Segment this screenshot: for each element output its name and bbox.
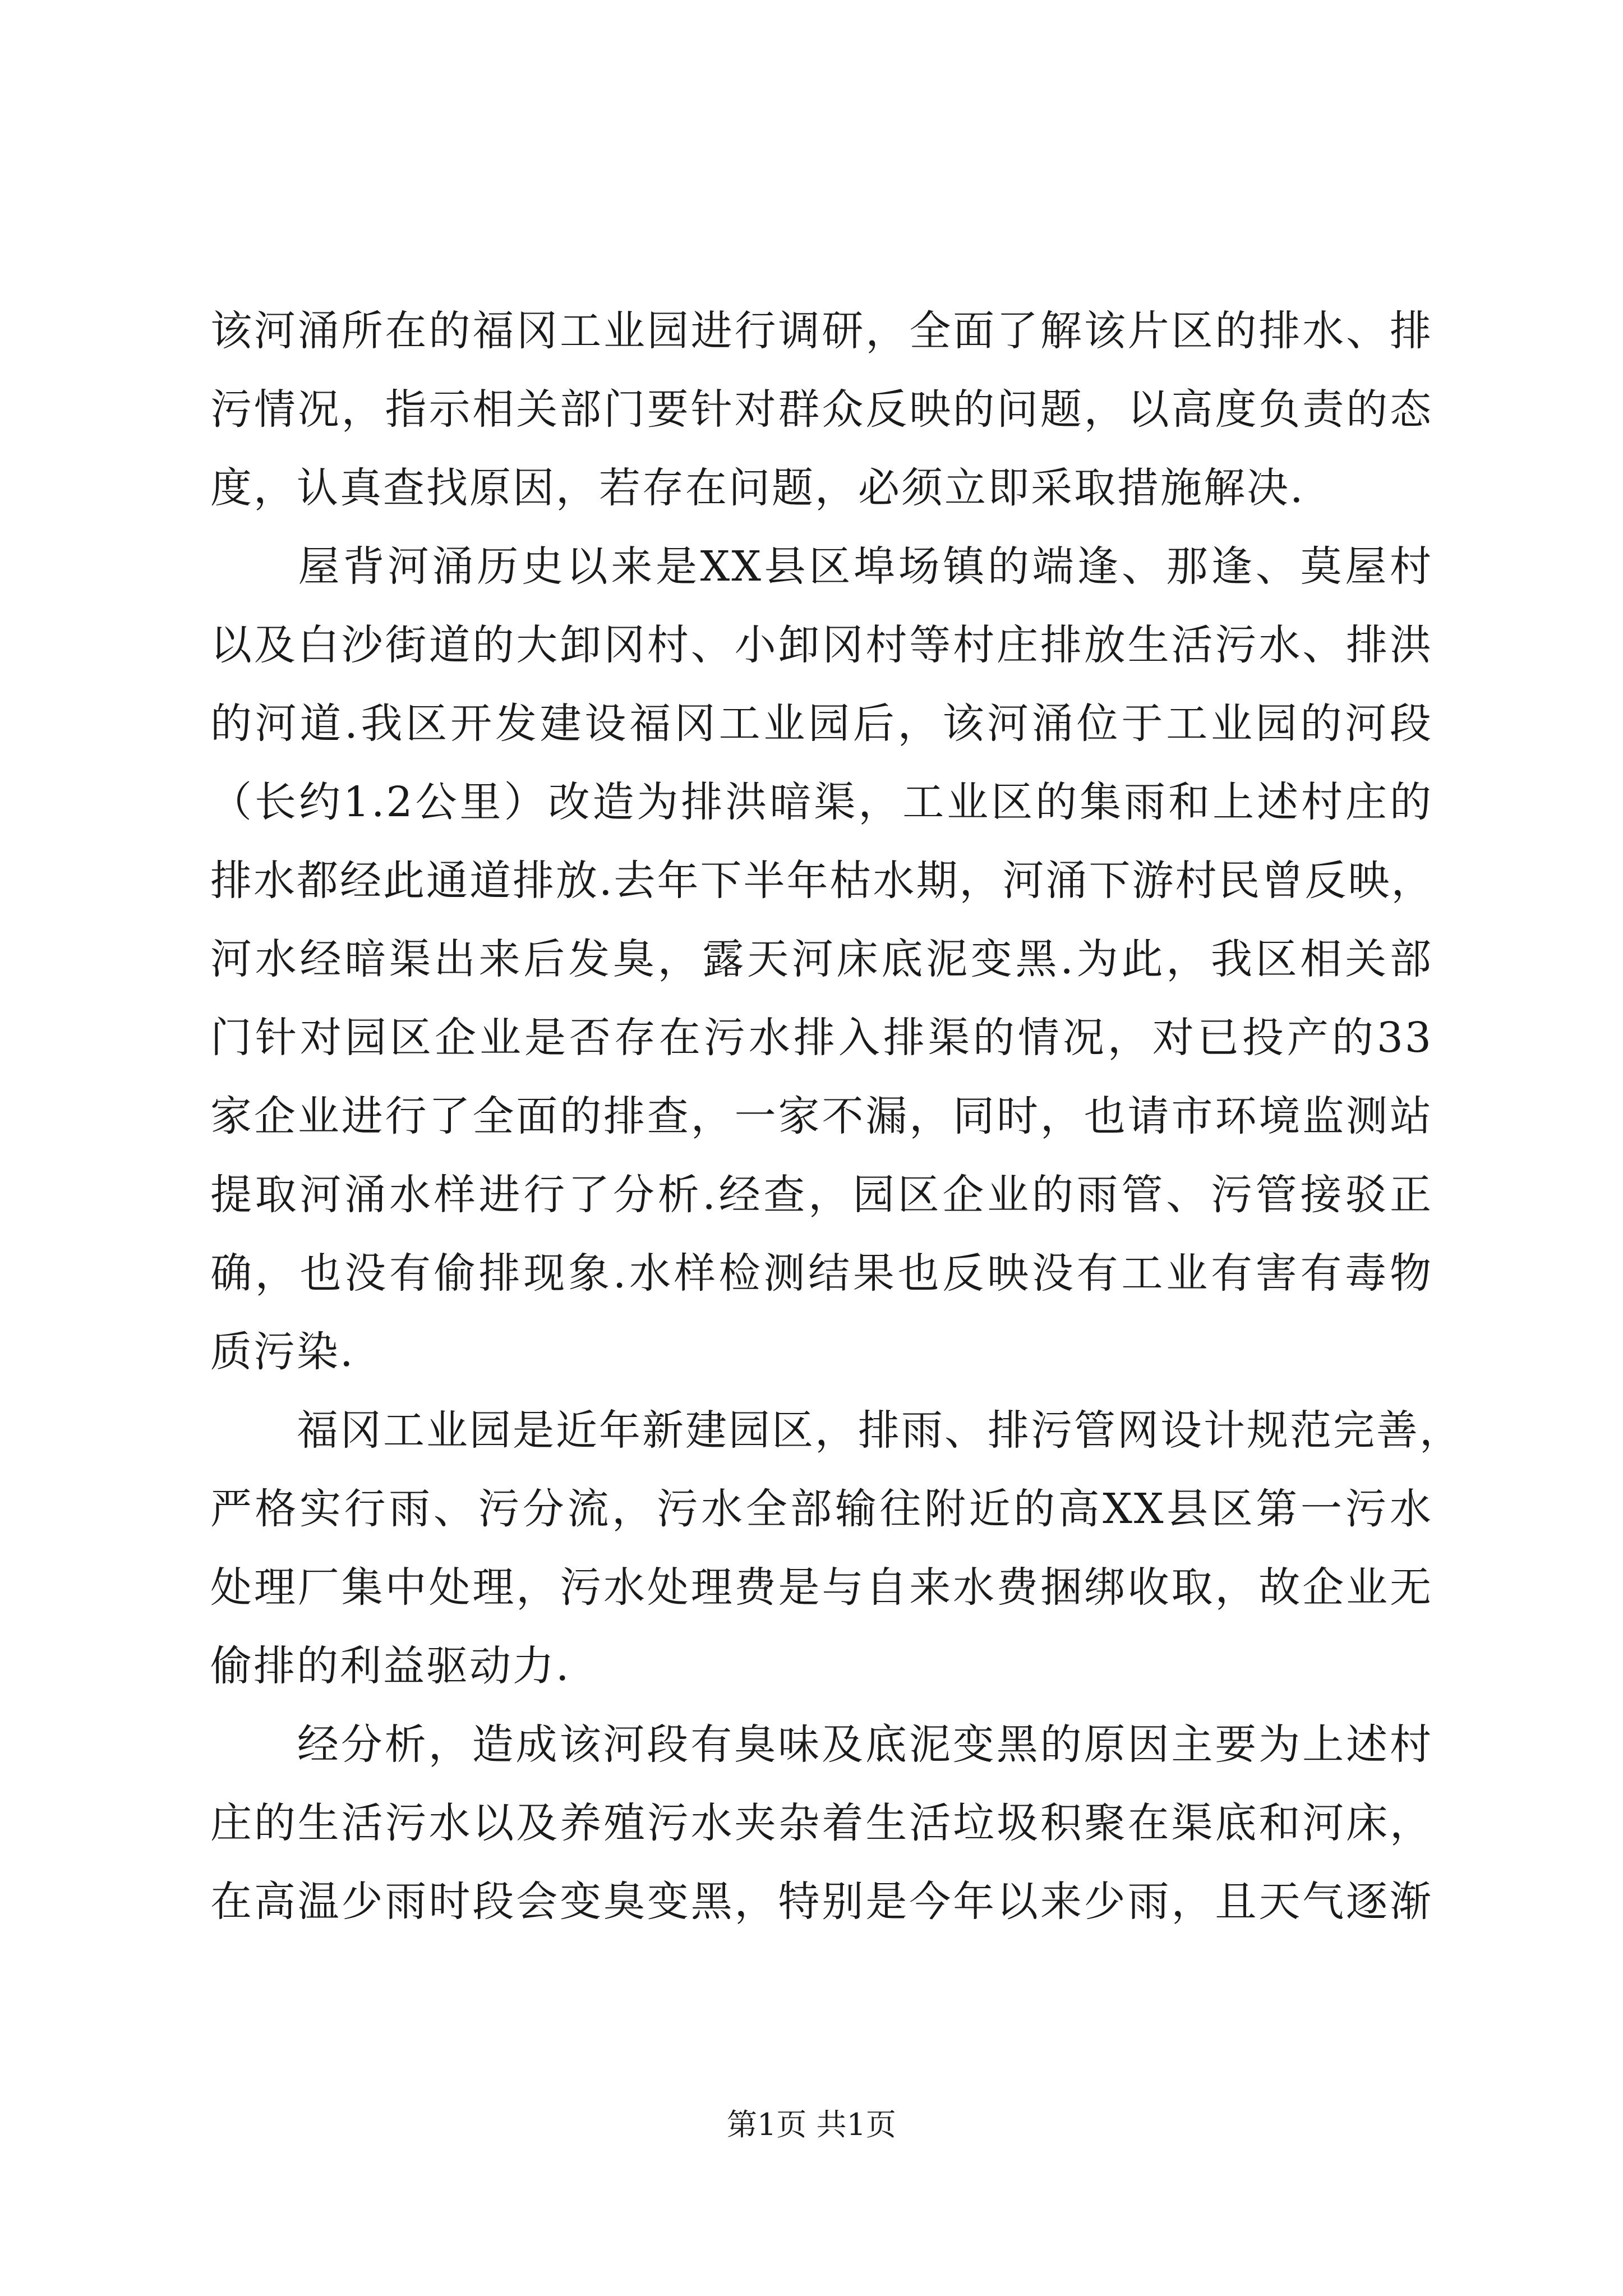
text-line: 以及白沙街道的大卸冈村、小卸冈村等村庄排放生活污水、排洪 [210, 621, 1433, 669]
text-line-content: 福冈工业园是近年新建园区，排雨、排污管网设计规范完善， [297, 1406, 1463, 1455]
text-line: 污情况，指示相关部门要针对群众反映的问题，以高度负责的态 [210, 385, 1433, 434]
text-line [210, 1705, 1433, 1784]
text-line: 家企业进行了全面的排查，一家不漏，同时，也请市环境监测站 [210, 1092, 1433, 1140]
text-line: 严格实行雨、污分流，污水全部输往附近的高XX县区第一污水 [210, 1485, 1433, 1533]
text-line-content: 经分析，造成该河段有臭味及底泥变黑的原因主要为上述村 [297, 1720, 1433, 1769]
text-line: 度，认真查找原因，若存在问题，必须立即采取措施解决. [210, 464, 1305, 512]
text-line: （长约1.2公里）改造为排洪暗渠，工业区的集雨和上述村庄的 [210, 778, 1433, 826]
text-line: 河水经暗渠出来后发臭，露天河床底泥变黑.为此，我区相关部 [210, 935, 1433, 983]
paragraph-2 [210, 527, 1433, 1391]
text-line: 处理厂集中处理，污水处理费是与自来水费捆绑收取，故企业无 [210, 1563, 1433, 1612]
text-line: 庄的生活污水以及养殖污水夹杂着生活垃圾积聚在渠底和河床， [210, 1799, 1433, 1847]
document-body [210, 292, 1463, 1941]
paragraph-3 [210, 1391, 1463, 1705]
page-footer [0, 2101, 1623, 2144]
text-line: 在高温少雨时段会变臭变黑，特别是今年以来少雨，且天气逐渐 [210, 1878, 1433, 1926]
text-line: 该河涌所在的福冈工业园进行调研，全面了解该片区的排水、排 [210, 307, 1433, 355]
text-line: 提取河涌水样进行了分析.经查，园区企业的雨管、污管接驳正 [210, 1171, 1433, 1219]
text-line: 偷排的利益驱动力. [210, 1642, 571, 1690]
text-line-content: 屋背河涌历史以来是XX县区埠场镇的端逢、那逢、莫屋村 [297, 542, 1433, 591]
text-line: 的河道.我区开发建设福冈工业园后，该河涌位于工业园的河段 [210, 700, 1433, 748]
paragraph-4 [210, 1705, 1433, 1941]
text-line: 排水都经此通道排放.去年下半年枯水期，河涌下游村民曾反映， [210, 857, 1435, 905]
text-line [210, 1391, 1463, 1470]
text-line: 质污染. [210, 1328, 355, 1376]
text-line: 确，也没有偷排现象.水样检测结果也反映没有工业有害有毒物 [210, 1249, 1433, 1297]
text-line [210, 527, 1433, 606]
paragraph-1 [210, 292, 1433, 527]
text-line: 门针对园区企业是否存在污水排入排渠的情况，对已投产的33 [210, 1014, 1433, 1062]
page-number-label: 第1页 共1页 [727, 2107, 896, 2142]
